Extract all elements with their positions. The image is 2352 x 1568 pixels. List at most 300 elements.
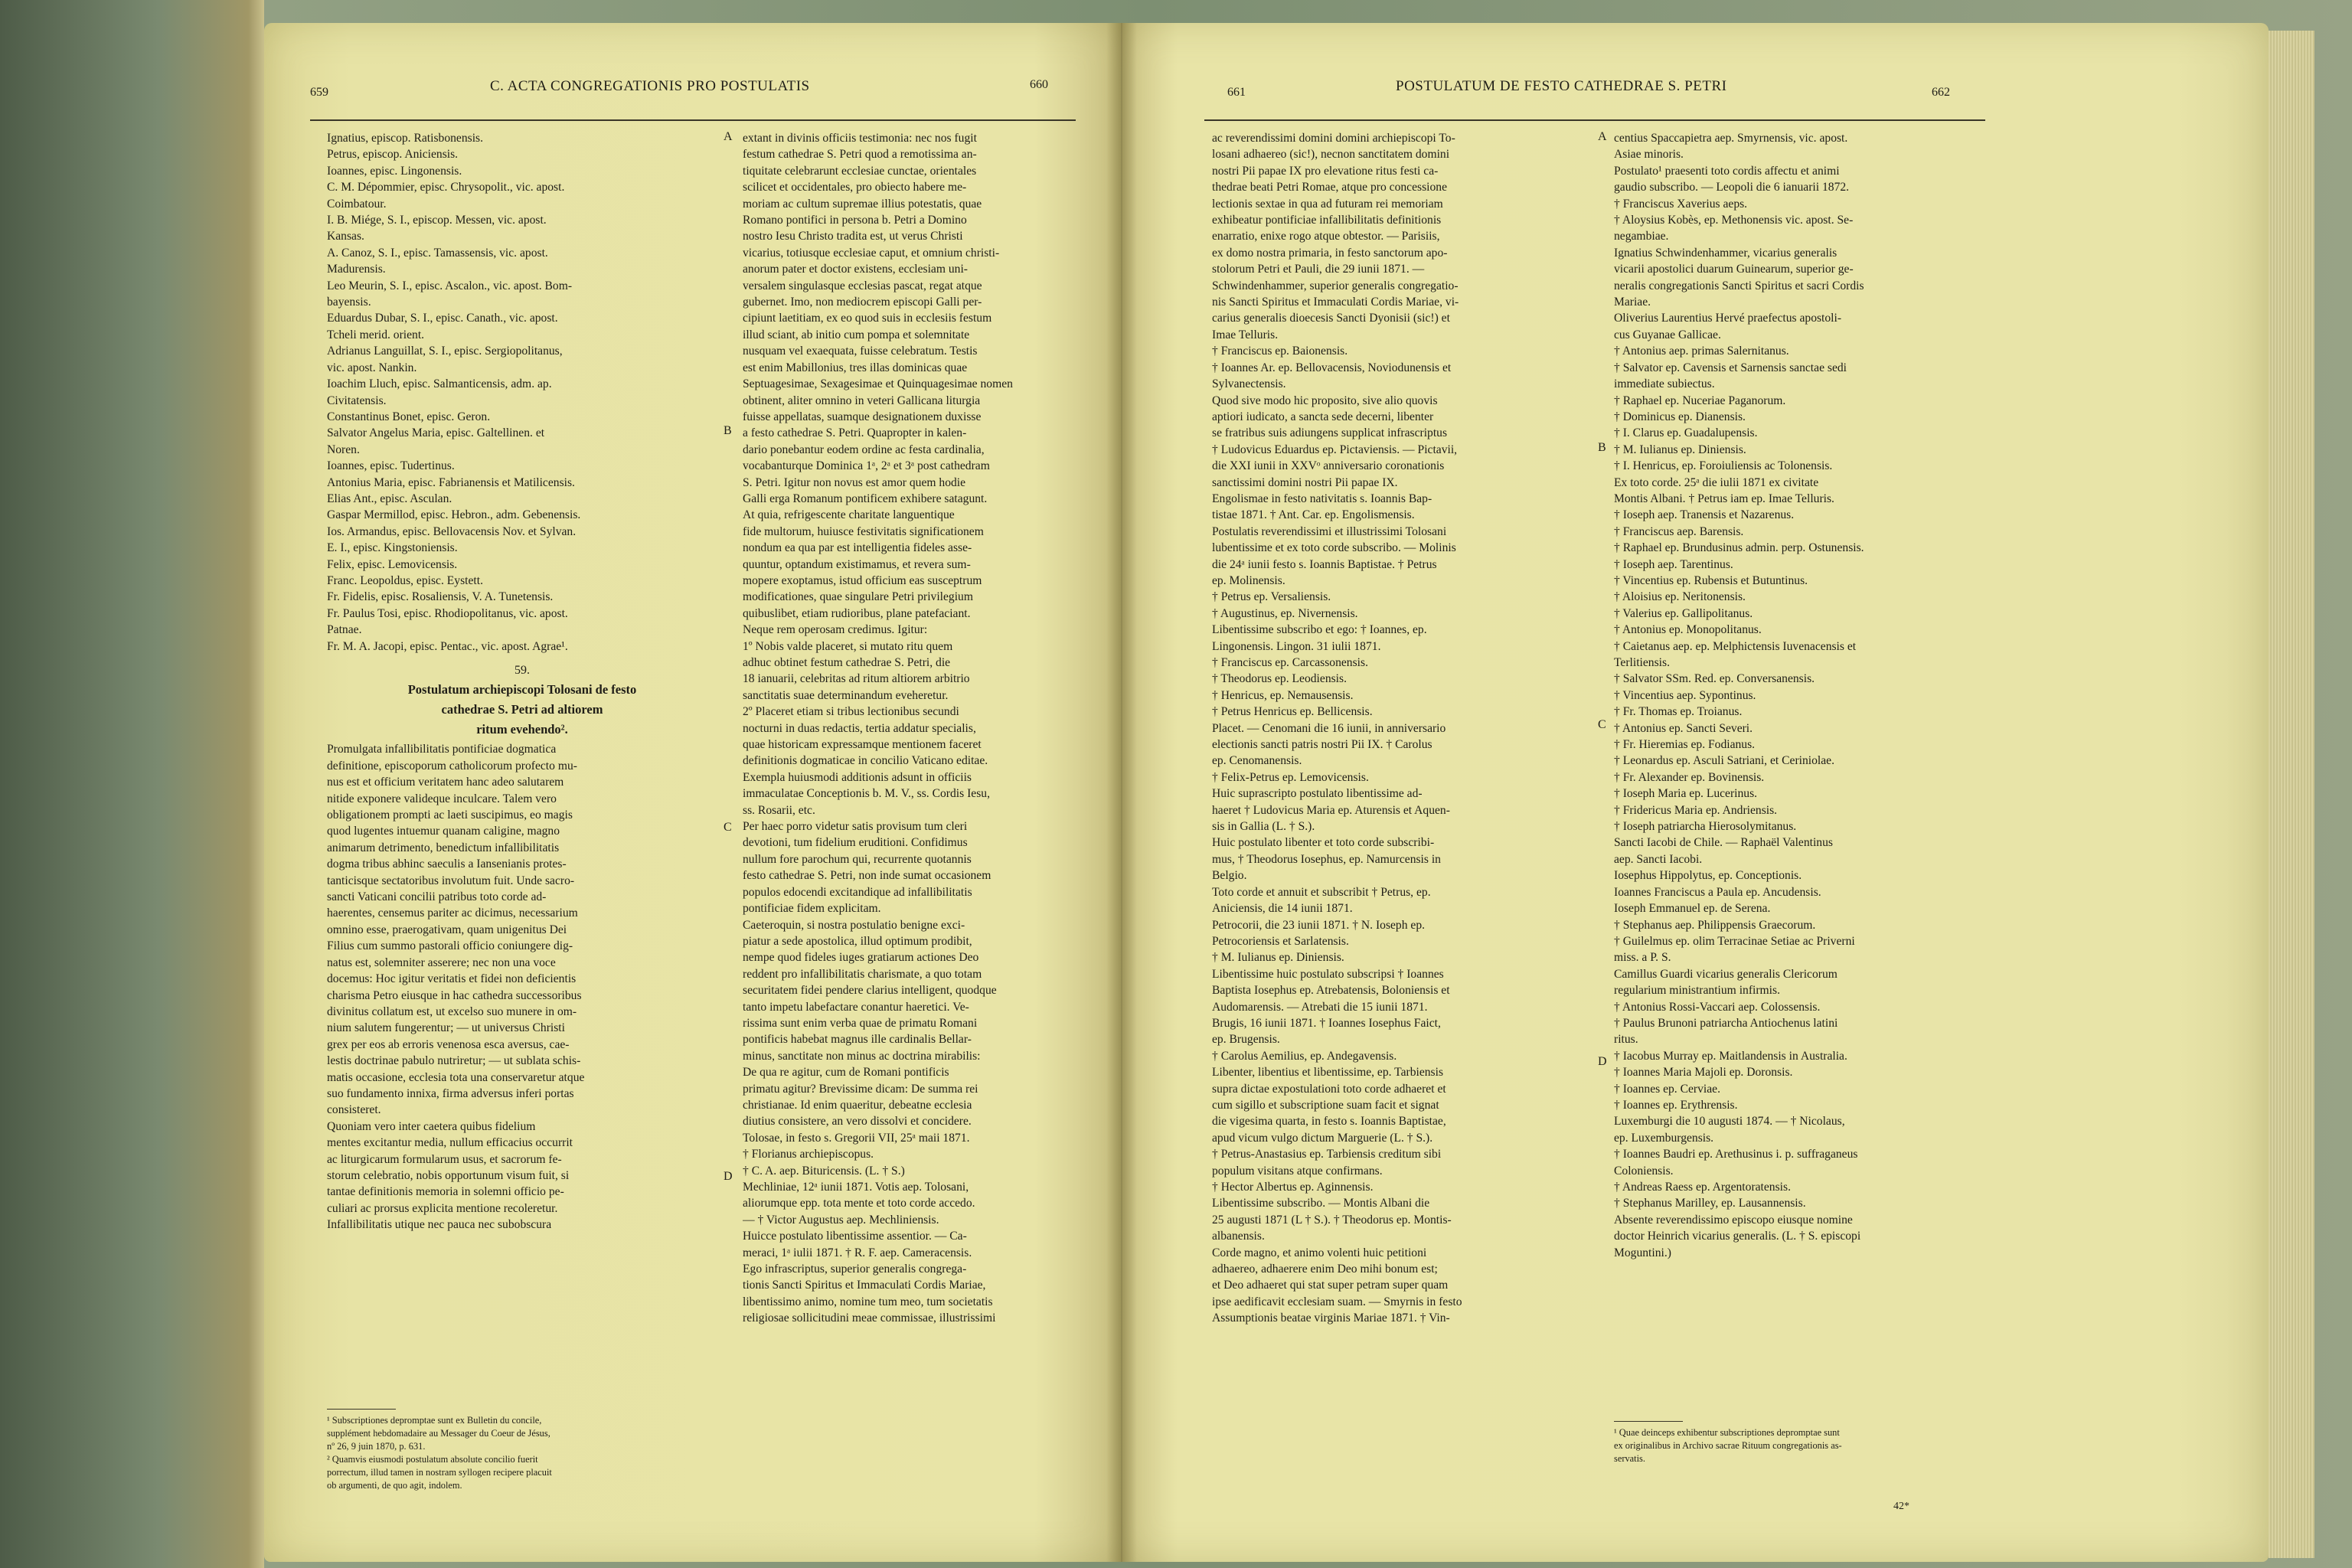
- text-line: Coloniensis.: [1614, 1164, 1674, 1178]
- margin-letter-a: A: [724, 130, 733, 143]
- text-line: enarratio, enixe rogo atque obtestor. — Parisiis,: [1212, 230, 1440, 243]
- text-line: Audomarensis. — Atrebati die 15 iunii 1871.: [1212, 1000, 1428, 1014]
- text-line: † Augustinus, ep. Nivernensis.: [1212, 606, 1358, 620]
- margin-letter-c: C: [724, 821, 732, 834]
- body-text-line: mentes excitantur media, nullum efficacius occurrit: [327, 1136, 573, 1150]
- text-line: cum sigillo et subscriptione suam facit et signat: [1212, 1098, 1439, 1112]
- margin-letter-b: B: [724, 424, 732, 437]
- text-line: Ioannes Franciscus a Paula ep. Ancudensis.: [1614, 885, 1821, 899]
- text-line: ¹ Subscriptiones depromptae sunt ex Bulletin du concile,: [327, 1415, 542, 1426]
- body-text-line: nitide exponere valideque inculcare. Talem vero: [327, 792, 557, 805]
- body-text-line: charisma Petro eiusque in hac cathedra successoribus: [327, 988, 582, 1002]
- body-text-line: Promulgata infallibilitatis pontificiae dogmatica: [327, 743, 557, 756]
- text-line: sanctitatis suae determinandum eveheretur.: [743, 688, 949, 702]
- body-text-line: animarum detrimento, benedictum infallibilitatis: [327, 841, 560, 854]
- text-line: Placet. — Cenomani die 16 iunii, in anniversario: [1212, 721, 1446, 735]
- text-line: † Stephanus aep. Philippensis Graecorum.: [1614, 918, 1816, 932]
- text-line: Madurensis.: [327, 263, 386, 276]
- text-line: ex originalibus in Archivo sacrae Rituum congregationis as-: [1614, 1440, 1842, 1451]
- text-line: † Petrus ep. Versaliensis.: [1212, 590, 1331, 604]
- text-line: mopere exoptamus, istud officium eas susceptrum: [743, 573, 982, 587]
- body-text-line: natus est, solemniter asserere; nec non una voce: [327, 956, 556, 969]
- body-text-line: haerentes, censemus pariter ac dicimus, necessarium: [327, 906, 578, 920]
- body-text-line: Quoniam vero inter caetera quibus fidelium: [327, 1119, 536, 1133]
- text-line: 18 ianuarii, celebritas ad ritum altiorem arbitrio: [743, 672, 970, 686]
- body-text-line: dogma tribus abhinc saeculis a Iansenianis protes-: [327, 858, 567, 871]
- text-line: † Carolus Aemilius, ep. Andegavensis.: [1212, 1049, 1397, 1063]
- body-text-line: omnino esse, praerogativam, quam unigenitus Dei: [327, 923, 567, 936]
- text-line: Moguntini.): [1614, 1246, 1671, 1259]
- text-line: — † Victor Augustus aep. Mechliniensis.: [743, 1213, 939, 1227]
- page-number-659: 659: [310, 86, 328, 99]
- body-text-line: quod lugentes intuemur quanam caligine, magno: [327, 825, 560, 838]
- text-line: stolorum Petri et Pauli, die 29 iunii 1871. —: [1212, 263, 1425, 276]
- text-line: vocabanturque Dominica 1ᵃ, 2ᵃ et 3ᵃ post cathedram: [743, 459, 990, 473]
- text-line: Lingonensis. Lingon. 31 iulii 1871.: [1212, 639, 1381, 653]
- text-line: negambiae.: [1614, 230, 1669, 243]
- text-line: Eduardus Dubar, S. I., episc. Canath., vic. apost.: [327, 312, 558, 325]
- text-line: Belgio.: [1212, 869, 1247, 883]
- text-line: Tcheli merid. orient.: [327, 328, 425, 341]
- text-line: ep. Cenomanensis.: [1212, 754, 1302, 768]
- header-rule-left: [310, 119, 1076, 121]
- text-line: aliorumque epp. tota mente et toto corde accedo.: [743, 1197, 975, 1210]
- text-line: aep. Sancti Iacobi.: [1614, 852, 1703, 866]
- text-line: Ex toto corde. 25ᵃ die iulii 1871 ex civitate: [1614, 475, 1819, 489]
- text-line: Luxemburgi die 10 augusti 1874. — † Nicolaus,: [1614, 1115, 1845, 1129]
- text-line: aptiori iudicato, a sancta sede decerni, libenter: [1212, 410, 1434, 423]
- column-660: [743, 130, 1119, 1327]
- body-text-line: grex per eos ab erroris venenosa esca aversus, cae-: [327, 1037, 570, 1051]
- text-line: pontificiae fidem explicitam.: [743, 902, 881, 916]
- text-line: anorum pater et doctor existens, ecclesiam uni-: [743, 263, 969, 276]
- text-line: † Stephanus Marilley, ep. Lausannensis.: [1614, 1197, 1806, 1210]
- text-line: supplément hebdomadaire au Messager du Coeur de Jésus,: [327, 1428, 550, 1439]
- text-line: † Paulus Brunoni patriarcha Antiochenus latini: [1614, 1016, 1838, 1030]
- footnote-rule: [327, 1409, 396, 1410]
- text-line: 2º Placeret etiam si tribus lectionibus secundi: [743, 705, 959, 719]
- text-line: Engolismae in festo nativitatis s. Ioannis Bap-: [1212, 492, 1432, 505]
- text-line: gaudio subscribo. — Leopoli die 6 ianuarii 1872.: [1614, 181, 1850, 194]
- text-line: festum cathedrae S. Petri quod a remotissima an-: [743, 148, 977, 162]
- text-line: † Valerius ep. Gallipolitanus.: [1614, 606, 1753, 620]
- text-line: † Ludovicus Eduardus ep. Pictaviensis. — Pictavii,: [1212, 443, 1458, 456]
- text-line: † Theodorus ep. Leodiensis.: [1212, 672, 1347, 686]
- text-line: haeret † Ludovicus Maria ep. Aturensis et Aquen-: [1212, 803, 1450, 817]
- text-line: Montis Albani. † Petrus iam ep. Imae Telluris.: [1614, 492, 1834, 505]
- text-line: Petrocoriensis et Sarlatensis.: [1212, 934, 1349, 948]
- text-line: albanensis.: [1212, 1230, 1265, 1243]
- page-number-662: 662: [1932, 86, 1950, 99]
- text-line: immaculatae Conceptionis b. M. V., ss. Cordis Iesu,: [743, 787, 990, 801]
- margin-letter-d-right: D: [1598, 1055, 1607, 1068]
- text-line: nostro Iesu Christo tradita est, ut verus Christi: [743, 230, 963, 243]
- text-line: exhibeatur pontificiae infallibilitatis definitionis: [1212, 214, 1442, 227]
- text-line: pontificis habebat magnus ille cardinalis Bellar-: [743, 1033, 972, 1047]
- text-line: † Ioseph aep. Tarentinus.: [1614, 557, 1733, 571]
- text-line: primatu agitur? Brevissime dicam: De summa rei: [743, 1082, 978, 1096]
- text-line: Coimbatour.: [327, 197, 387, 211]
- text-line: Felix, episc. Lemovicensis.: [327, 557, 458, 571]
- body-text-line: tantae definitionis memoria in solemni officio pe-: [327, 1185, 564, 1199]
- footnotes-right: [1614, 1421, 1991, 1465]
- text-line: † M. Iulianus ep. Diniensis.: [1614, 443, 1746, 456]
- text-line: Caeteroquin, si nostra postulatio benigne exci-: [743, 918, 965, 932]
- text-line: Constantinus Bonet, episc. Geron.: [327, 410, 491, 423]
- body-text-line: Filius cum summo pastorali officio coniungere dig-: [327, 939, 573, 953]
- body-text-line: culiari ac prorsus explicita mentione recoleretur.: [327, 1201, 558, 1215]
- gutter: [1106, 23, 1137, 1562]
- body-text-line: definitione, episcoporum catholicorum profecto mu-: [327, 759, 577, 773]
- body-text-line: nus est et officium veritatem hanc adeo salutarem: [327, 776, 564, 789]
- text-line: † Aloisius ep. Neritonensis.: [1614, 590, 1746, 604]
- text-line: Libenter, libentius et libentissime, ep. Tarbiensis: [1212, 1066, 1444, 1080]
- text-line: † Hector Albertus ep. Aginnensis.: [1212, 1181, 1374, 1194]
- text-line: Adrianus Languillat, S. I., episc. Sergiopolitanus,: [327, 345, 563, 358]
- text-line: Antonius Maria, episc. Fabrianensis et Matilicensis.: [327, 475, 575, 489]
- section-title-line: ritum evehendo².: [476, 722, 568, 737]
- text-line: adhuc obtinet festum cathedrae S. Petri, die: [743, 656, 951, 669]
- text-line: † Petrus Henricus ep. Bellicensis.: [1212, 705, 1373, 719]
- body-text-line: matis occasione, ecclesia tota una conservaretur atque: [327, 1070, 585, 1084]
- margin-letter-d: D: [724, 1170, 733, 1183]
- text-line: Exempla huiusmodi additionis adsunt in officiis: [743, 770, 972, 784]
- text-line: miss. a P. S.: [1614, 951, 1671, 965]
- text-line: Romano pontifici in persona b. Petri a Domino: [743, 214, 967, 227]
- text-line: Imae Telluris.: [1212, 328, 1279, 341]
- text-line: religiosae sollicitudini meae commissae, illustrissimi: [743, 1312, 996, 1325]
- text-line: die 24ᵃ iunii festo s. Ioannis Baptistae. † Petrus: [1212, 557, 1437, 571]
- section-title-line: Postulatum archiepiscopi Tolosani de festo: [407, 682, 637, 697]
- text-line: immediate subiectus.: [1614, 377, 1715, 391]
- text-line: † Franciscus Xaverius aeps.: [1614, 197, 1748, 211]
- section-number: 59.: [514, 664, 530, 677]
- text-line: † Fr. Thomas ep. Troianus.: [1614, 705, 1743, 719]
- text-line: Fr. Fidelis, episc. Rosaliensis, V. A. Tunetensis.: [327, 590, 554, 604]
- text-line: † Ioannes ep. Cerviae.: [1614, 1082, 1720, 1096]
- text-line: Fr. M. A. Jacopi, episc. Pentac., vic. apost. Agrae¹.: [327, 639, 568, 653]
- text-line: ob argumenti, de quo agit, indolem.: [327, 1480, 462, 1491]
- text-line: Libentissime huic postulato subscripsi † Ioannes: [1212, 967, 1444, 981]
- text-line: † I. Henricus, ep. Foroiuliensis ac Tolonensis.: [1614, 459, 1833, 473]
- text-line: † Leonardus ep. Asculi Satriani, et Ceriniolae.: [1614, 754, 1834, 768]
- text-line: reddent pro infallibilitatis charismate, a quo totam: [743, 967, 982, 981]
- text-line: † Henricus, ep. Nemausensis.: [1212, 688, 1354, 702]
- text-line: sis in Gallia (L. † S.).: [1212, 820, 1315, 834]
- text-line: nis Sancti Spiritus et Immaculati Cordis Mariae, vi-: [1212, 296, 1459, 309]
- text-line: se fratribus suis adiungens supplicat infrascriptus: [1212, 426, 1448, 440]
- text-line: nempe quod fideles iuges gratiarum actiones Deo: [743, 951, 979, 965]
- text-line: Sancti Iacobi de Chile. — Raphaël Valentinus: [1614, 836, 1833, 850]
- text-line: Ios. Armandus, episc. Bellovacensis Nov. et Sylvan.: [327, 524, 577, 538]
- text-line: Libentissime subscribo. — Montis Albani die: [1212, 1197, 1430, 1210]
- text-line: dario ponebantur eodem ordine ac festa cardinalia,: [743, 443, 985, 456]
- text-line: † I. Clarus ep. Guadalupensis.: [1614, 426, 1758, 440]
- text-line: christianae. Id enim quaeritur, debeatne ecclesia: [743, 1098, 972, 1112]
- text-line: † Iacobus Murray ep. Maitlandensis in Australia.: [1614, 1049, 1847, 1063]
- text-line: Kansas.: [327, 230, 364, 243]
- left-running-title: C. ACTA CONGREGATIONIS PRO POSTULATIS: [490, 78, 810, 94]
- text-line: neralis congregationis Sancti Spiritus et sacri Cordis: [1614, 279, 1864, 292]
- body-text-line: consisteret.: [327, 1103, 381, 1117]
- text-line: et Deo adhaeret qui stat super petram super quam: [1212, 1279, 1449, 1292]
- text-line: populum visitans atque confirmans.: [1212, 1164, 1383, 1178]
- body-text-line: tanticisque sectatoribus involutum fuit. Unde sacro-: [327, 874, 575, 887]
- margin-letter-c-right: C: [1598, 718, 1606, 731]
- text-line: vic. apost. Nankin.: [327, 361, 417, 374]
- text-line: † Vincentius ep. Rubensis et Butuntinus.: [1614, 573, 1808, 587]
- text-line: fuisse appellatas, suamque designationem duxisse: [743, 410, 982, 423]
- text-line: † Caietanus aep. ep. Melphictensis Iuvenacensis et: [1614, 639, 1857, 653]
- text-line: Salvator Angelus Maria, episc. Galtellinen. et: [327, 426, 545, 440]
- text-line: moriam ac cultum supremae illius potestatis, quae: [743, 197, 982, 211]
- text-line: scilicet et occidentales, pro obiecto habere me-: [743, 181, 967, 194]
- text-line: I. B. Miége, S. I., episcop. Messen, vic. apost.: [327, 214, 547, 227]
- text-line: vicarius, totiusque ecclesiae caput, et omnium christi-: [743, 246, 1000, 260]
- text-line: Ego infrascriptus, superior generalis congrega-: [743, 1263, 967, 1276]
- text-line: Ignatius Schwindenhammer, vicarius generalis: [1614, 246, 1838, 260]
- text-line: apud vicum vulgo dictum Marguerie (L. † S.).: [1212, 1131, 1433, 1145]
- text-line: tionis Sancti Spiritus et Immaculati Cordis Mariae,: [743, 1279, 986, 1292]
- text-line: Elias Ant., episc. Asculan.: [327, 492, 452, 505]
- text-line: Ioannes, episc. Tudertinus.: [327, 459, 455, 473]
- text-line: quae historicam expressamque mentionem faceret: [743, 738, 982, 752]
- right-page: [1120, 23, 2269, 1562]
- text-line: C. M. Dépommier, episc. Chrysopolit., vic. apost.: [327, 181, 565, 194]
- body-text-line: sancti Vaticani concilii patribus toto corde ad-: [327, 890, 547, 904]
- text-line: Huic suprascripto postulato libentissime ad-: [1212, 787, 1423, 801]
- text-line: cipiunt laetitiam, ex eo quod suis in ecclesiis festum: [743, 312, 992, 325]
- text-line: † Ioannes Ar. ep. Bellovacensis, Noviodunensis et: [1212, 361, 1452, 374]
- page-number-661: 661: [1227, 86, 1246, 99]
- text-line: Galli erga Romanum pontificem exhibere satagunt.: [743, 492, 988, 505]
- text-line: populos edocendi excitandique ad infallibilitatis: [743, 885, 972, 899]
- body-text-line: ac liturgicarum formularum usus, et sacrorum fe-: [327, 1152, 562, 1166]
- text-line: quibuslibet, etiam rudioribus, plane patefaciant.: [743, 606, 971, 620]
- text-line: Petrus, episcop. Aniciensis.: [327, 148, 459, 162]
- body-text-line: lestis doctrinae pabulo nutriretur; — ut sublata schis-: [327, 1054, 581, 1068]
- column-662: [1614, 130, 1991, 1261]
- text-line: † Dominicus ep. Dianensis.: [1614, 410, 1746, 423]
- text-line: die vigesima quarta, in festo s. Ioannis Baptistae,: [1212, 1115, 1446, 1129]
- text-line: Asiae minoris.: [1614, 148, 1684, 162]
- footnote-list: [327, 1414, 717, 1492]
- body-text-line: suo fundamento innixa, firma adversus inferi portas: [327, 1086, 574, 1100]
- text-line: Brugis, 16 iunii 1871. † Ioannes Iosephus Faict,: [1212, 1016, 1441, 1030]
- text-line: ep. Brugensis.: [1212, 1033, 1280, 1047]
- text-line: a festo cathedrae S. Petri. Quapropter in kalen-: [743, 426, 967, 440]
- text-line: † Franciscus ep. Baionensis.: [1212, 345, 1348, 358]
- text-line: † Franciscus aep. Barensis.: [1614, 524, 1744, 538]
- text-line: † Fr. Hieremias ep. Fodianus.: [1614, 738, 1756, 752]
- text-line: nostri Pii papae IX pro elevatione ritus festi ca-: [1212, 164, 1439, 178]
- text-line: carius generalis dioecesis Sancti Dyonisii (sic!) et: [1212, 312, 1450, 325]
- text-line: S. Petri. Igitur non novus est amor quem hodie: [743, 475, 966, 489]
- text-line: definitionis dogmaticae in concilio Vaticano editae.: [743, 754, 988, 768]
- text-line: Noren.: [327, 443, 360, 456]
- text-line: fide multorum, huiusce festivitatis significationem: [743, 524, 984, 538]
- text-line: tistae 1871. † Ant. Car. ep. Engolismensis.: [1212, 508, 1415, 522]
- text-line: ¹ Quae deinceps exhibentur subscriptiones depromptae sunt: [1614, 1427, 1840, 1438]
- text-line: Franc. Leopoldus, episc. Eystett.: [327, 573, 483, 587]
- text-line: nondum ea qua par est intelligentia fideles asse-: [743, 541, 972, 555]
- text-line: ep. Luxemburgensis.: [1614, 1131, 1714, 1145]
- text-line: † Antonius ep. Sancti Severi.: [1614, 721, 1753, 735]
- text-line: regularium ministrantium infirmis.: [1614, 984, 1780, 998]
- text-line: Neque rem operosam credimus. Igitur:: [743, 623, 928, 637]
- text-line: † Salvator SSm. Red. ep. Conversanensis.: [1614, 672, 1815, 686]
- body-text-line: divinitus collatum est, ut excelso suo munere in om-: [327, 1004, 577, 1018]
- text-line: Ioachim Lluch, episc. Salmanticensis, adm. ap.: [327, 377, 552, 391]
- text-line: devotioni, tum fidelium eruditioni. Confidimus: [743, 836, 968, 850]
- text-line: ep. Molinensis.: [1212, 573, 1285, 587]
- text-line: † Antonius aep. primas Salernitanus.: [1614, 345, 1789, 358]
- text-line: Oliverius Laurentius Hervé praefectus apostoli-: [1614, 312, 1842, 325]
- text-line: mus, † Theodorus Iosephus, ep. Namurcensis in: [1212, 852, 1441, 866]
- text-line: ritus.: [1614, 1033, 1638, 1047]
- text-line: Ioannes, episc. Lingonensis.: [327, 164, 462, 178]
- body-text-line: nium salutem fungerentur; — ut universus Christi: [327, 1021, 565, 1035]
- text-line: † Fridericus Maria ep. Andriensis.: [1614, 803, 1778, 817]
- book-binding-left: [0, 0, 264, 1568]
- text-line: † Aloysius Kobès, ep. Methonensis vic. apost. Se-: [1614, 214, 1854, 227]
- text-line: ² Quamvis eiusmodi postulatum absolute concilio fuerit: [327, 1454, 538, 1465]
- text-line: E. I., episc. Kingstoniensis.: [327, 541, 458, 555]
- text-line: † Petrus-Anastasius ep. Tarbiensis creditum sibi: [1212, 1148, 1442, 1161]
- left-page: [264, 23, 1120, 1562]
- text-line: 25 augusti 1871 (L † S.). † Theodorus ep. Montis-: [1212, 1213, 1452, 1227]
- text-line: extant in divinis officiis testimonia: nec nos fugit: [743, 132, 977, 145]
- text-line: Gaspar Mermillod, episc. Hebron., adm. Gebenensis.: [327, 508, 581, 522]
- text-line: † Felix-Petrus ep. Lemovicensis.: [1212, 770, 1369, 784]
- text-line: Per haec porro videtur satis provisum tum cleri: [743, 820, 968, 834]
- text-line: obtinent, aliter omnino in veteri Gallicana liturgia: [743, 394, 981, 407]
- text-line: † Salvator ep. Cavensis et Sarnensis sanctae sedi: [1614, 361, 1847, 374]
- text-line: ex domo nostra primaria, in festo sanctorum apo-: [1212, 246, 1448, 260]
- text-line: Assumptionis beatae virginis Mariae 1871. † Vin-: [1212, 1312, 1450, 1325]
- text-line: nusquam vel exaequata, fuisse celebratum. Testis: [743, 345, 978, 358]
- text-line: supra dictae expostulationi toto corde adhaeret et: [1212, 1082, 1446, 1096]
- text-line: Tolosae, in festo s. Gregorii VII, 25ᵃ maii 1871.: [743, 1131, 970, 1145]
- text-line: † Franciscus ep. Carcassonensis.: [1212, 656, 1368, 669]
- text-line: nº 26, 9 juin 1870, p. 631.: [327, 1441, 426, 1452]
- text-line: † M. Iulianus ep. Diniensis.: [1212, 951, 1344, 965]
- text-line: Aniciensis, die 14 iunii 1871.: [1212, 902, 1353, 916]
- text-line: Huicce postulato libentissime assentior. — Ca-: [743, 1230, 967, 1243]
- section-title-line: cathedrae S. Petri ad altiorem: [441, 702, 603, 717]
- text-line: sanctissimi domini nostri Pii papae IX.: [1212, 475, 1398, 489]
- text-line: † Antonius ep. Monopolitanus.: [1614, 623, 1762, 637]
- text-line: † C. A. aep. Bituricensis. (L. † S.): [743, 1164, 905, 1178]
- text-line: rissima sunt enim verba quae de primatu Romani: [743, 1016, 978, 1030]
- text-line: cus Guyanae Gallicae.: [1614, 328, 1721, 341]
- text-line: nocturni in duas redactis, tertia addatur specialis,: [743, 721, 976, 735]
- text-line: bayensis.: [327, 296, 371, 309]
- text-line: vicarii apostolici duarum Guinearum, superior ge-: [1614, 263, 1854, 276]
- text-line: † Raphael ep. Brundusinus admin. perp. Ostunensis.: [1614, 541, 1864, 555]
- text-line: nullum fore parochum qui, recurrente quotannis: [743, 852, 972, 866]
- text-line: † Guilelmus ep. olim Terracinae Setiae ac Priverni: [1614, 934, 1855, 948]
- text-line: Ioseph Emmanuel ep. de Serena.: [1614, 902, 1771, 916]
- text-line: doctor Heinrich vicarius generalis. (L. † S. episcopi: [1614, 1230, 1861, 1243]
- text-line: Absente reverendissimo episcopo eiusque nomine: [1614, 1213, 1853, 1227]
- text-line: Mechliniae, 12ᵃ iunii 1871. Votis aep. Tolosani,: [743, 1181, 969, 1194]
- page-number-660: 660: [1030, 78, 1048, 91]
- text-line: diutius consistere, an vero dissolvi et concidere.: [743, 1115, 972, 1129]
- text-line: A. Canoz, S. I., episc. Tamassensis, vic. apost.: [327, 246, 548, 260]
- text-line: † Ioseph aep. Tranensis et Nazarenus.: [1614, 508, 1795, 522]
- text-line: At quia, refrigescente charitate languentique: [743, 508, 955, 522]
- text-line: † Ioseph patriarcha Hierosolymitanus.: [1614, 820, 1797, 834]
- text-line: † Andreas Raess ep. Argentoratensis.: [1614, 1181, 1791, 1194]
- text-line: thedrae beati Petri Romae, atque pro concessione: [1212, 181, 1447, 194]
- text-line: servatis.: [1614, 1453, 1645, 1464]
- text-line: Quod sive modo hic proposito, sive alio quovis: [1212, 394, 1438, 407]
- text-line: festo cathedrae S. Petri, non inde sumat occasionem: [743, 869, 991, 883]
- column-659: [327, 130, 717, 1233]
- text-line: ipse aedificavit ecclesiam suam. — Smyrnis in festo: [1212, 1295, 1462, 1308]
- signature-mark: 42*: [1893, 1501, 1909, 1512]
- text-line: ss. Rosarii, etc.: [743, 803, 815, 817]
- margin-letter-a-right: A: [1598, 130, 1607, 143]
- margin-letter-b-right: B: [1598, 441, 1606, 454]
- text-line: tanto impetu labefactare conantur haeretici. Ve-: [743, 1000, 969, 1014]
- text-line: meraci, 1ᵃ iulii 1871. † R. F. aep. Cameracensis.: [743, 1246, 972, 1259]
- text-line: quuntur, optandum existimamus, et revera sum-: [743, 557, 971, 571]
- text-line: † Fr. Alexander ep. Bovinensis.: [1614, 770, 1765, 784]
- text-line: gubernet. Imo, non mediocrem episcopi Galli per-: [743, 296, 982, 309]
- text-line: est enim Mabillonius, tres illas dominicas quae: [743, 361, 968, 374]
- text-line: Fr. Paulus Tosi, episc. Rhodiopolitanus, vic. apost.: [327, 606, 568, 620]
- text-line: piatur a sede apostolica, illud optimum prodibit,: [743, 934, 972, 948]
- text-line: minus, sanctitate non minus ac doctrina mirabilis:: [743, 1049, 981, 1063]
- text-line: ac reverendissimi domini domini archiepiscopi To-: [1212, 132, 1455, 145]
- text-line: Corde magno, et animo volenti huic petitioni: [1212, 1246, 1427, 1259]
- text-line: Postulato¹ praesenti toto cordis affectu et animi: [1614, 164, 1840, 178]
- footnote-list-right: [1614, 1426, 1991, 1465]
- footnote-rule-right: [1614, 1421, 1683, 1422]
- text-line: electionis sancti patris nostri Pii IX. † Carolus: [1212, 738, 1432, 752]
- right-running-title: POSTULATUM DE FESTO CATHEDRAE S. PETRI: [1396, 78, 1727, 94]
- text-line: Terlitiensis.: [1614, 656, 1670, 669]
- text-line: modificationes, quae singulare Petri privilegium: [743, 590, 973, 604]
- text-line: † Raphael ep. Nuceriae Paganorum.: [1614, 394, 1786, 407]
- text-line: De qua re agitur, cum de Romani pontificis: [743, 1066, 949, 1080]
- text-line: lectionis sextae in qua ad futuram rei memoriam: [1212, 197, 1443, 211]
- text-line: † Ioannes ep. Erythrensis.: [1614, 1098, 1738, 1112]
- text-line: securitatem fidei pendere clarius intelligent, quodque: [743, 984, 997, 998]
- text-line: Libentissime subscribo et ego: † Ioannes, ep.: [1212, 623, 1427, 637]
- text-line: losani adhaereo (sic!), necnon sanctitatem domini: [1212, 148, 1450, 162]
- text-line: 1º Nobis valde placeret, si mutato ritu quem: [743, 639, 953, 653]
- text-line: Iosephus Hippolytus, ep. Conceptionis.: [1614, 869, 1802, 883]
- text-line: Mariae.: [1614, 296, 1651, 309]
- text-line: † Vincentius aep. Sypontinus.: [1614, 688, 1756, 702]
- text-line: Petrocorii, die 23 iunii 1871. † N. Ioseph ep.: [1212, 918, 1426, 932]
- text-line: Baptista Iosephus ep. Atrebatensis, Boloniensis et: [1212, 984, 1450, 998]
- body-text-line: storum celebratio, nobis opportunum visum fuit, si: [327, 1168, 570, 1182]
- text-line: † Ioannes Baudri ep. Arethusinus i. p. suffraganeus: [1614, 1148, 1858, 1161]
- text-line: Postulatis reverendissimi et illustrissimi Tolosani: [1212, 524, 1447, 538]
- header-rule-right: [1204, 119, 1985, 121]
- text-line: Camillus Guardi vicarius generalis Clericorum: [1614, 967, 1838, 981]
- page-edges: [2269, 31, 2314, 1558]
- text-line: lubentissime et ex toto corde subscribo. — Molinis: [1212, 541, 1456, 555]
- text-line: Huic postulato libenter et toto corde subscribi-: [1212, 836, 1435, 850]
- body-text-line: docemus: Hoc igitur veritatis et fidei non deficientis: [327, 972, 577, 986]
- text-line: illud sciant, ab initio cum pompa et solemnitate: [743, 328, 970, 341]
- text-line: † Antonius Rossi-Vaccari aep. Colossensis.: [1614, 1000, 1821, 1014]
